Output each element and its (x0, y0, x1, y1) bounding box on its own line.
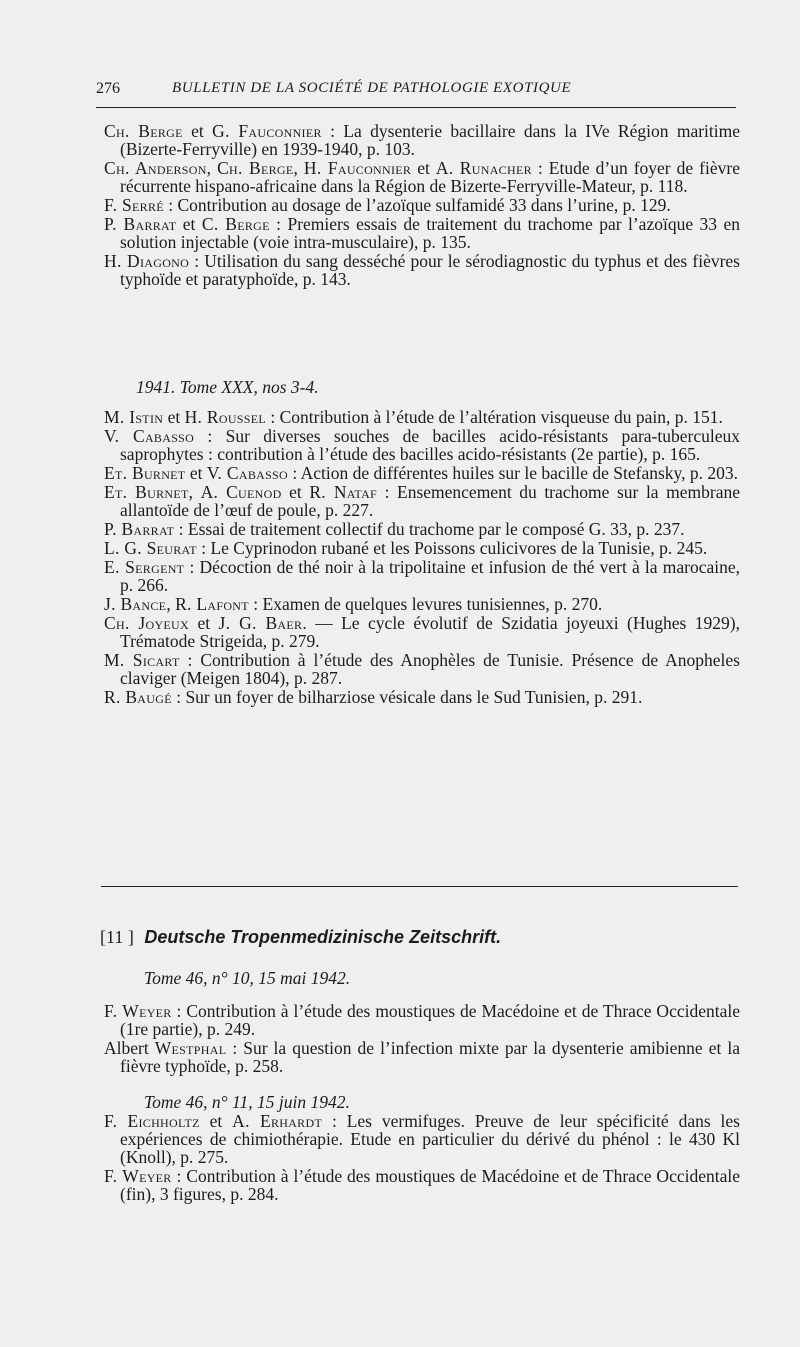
author-name: F. Weyer (104, 1166, 172, 1186)
author-name: F. Weyer (104, 1001, 172, 1021)
entry-text: : Contribution à l’étude des Anophèles de Tunisie. Présence de Anopheles claviger (Meigen 1804), p. 287. (120, 650, 740, 688)
author-name: R. Lafont (175, 594, 249, 614)
author-name: Et. Burnet (104, 482, 189, 502)
bibliography-entry (104, 252, 740, 288)
journal-heading (100, 927, 501, 948)
author-name: H. Fauconnier (303, 158, 412, 178)
author-name: F. Serré (104, 195, 164, 215)
author-joiner: , (166, 594, 176, 614)
author-name: Et. Burnet (104, 463, 186, 483)
author-joiner: , (206, 158, 218, 178)
author-name: A. Erhardt (232, 1111, 323, 1131)
bibliography-entry (104, 558, 740, 594)
entry-text: : Ensemencement du trachome sur la membrane allantoïde de l’œuf de poule, p. 227. (120, 482, 740, 520)
page-number: 276 (96, 80, 120, 97)
entry-text: : Contribution à l’étude des moustiques de Macédoine et de Thrace Occidentale (1re partie), p. 249. (120, 1001, 740, 1039)
author-joiner: , (188, 482, 201, 502)
author-name: V. Cabasso (104, 426, 195, 446)
bibliography-entry (104, 483, 740, 519)
entry-text: : Contribution à l’étude des moustiques de Macédoine et de Thrace Occidentale (fin), 3 figures, p. 284. (120, 1166, 740, 1204)
entry-text: : Contribution au dosage de l’azoïque sulfamidé 33 dans l’urine, p. 129. (163, 195, 671, 215)
entry-text: : Sur un foyer de bilharziose vésicale dans le Sud Tunisien, p. 291. (171, 687, 643, 707)
author-name: V. Cabasso (206, 463, 288, 483)
author-name: A. Runacher (435, 158, 532, 178)
author-joiner: et (176, 214, 202, 234)
header-rule (96, 107, 736, 108)
author-joiner: et (281, 482, 310, 502)
entry-text: : Les vermifuges. Preuve de leur spécificité dans les expériences de chimiothérapie. Etude en particulier du dérivé du phénol : le 430 Kl (Knoll), p. 275. (120, 1111, 740, 1167)
author-name: P. Barrat (104, 214, 177, 234)
entry-text: : Action de différentes huiles sur le bacille de Stefansky, p. 203. (288, 463, 739, 483)
bibliography-entry (104, 520, 740, 538)
bibliography-entry (104, 196, 740, 214)
bibliography-entry (104, 614, 740, 650)
author-name: P. Barrat (104, 519, 175, 539)
author-name: Ch. Joyeux (104, 613, 189, 633)
author-name: E. Sergent (104, 557, 185, 577)
bibliography-entry (104, 159, 740, 195)
bibliography-entry (104, 1167, 740, 1203)
author-name: L. G. Seurat (104, 538, 197, 558)
volume-heading-tome46-n11: Tome 46, n° 11, 15 juin 1942. (144, 1092, 350, 1112)
author-name: M. Istin (104, 407, 164, 427)
author-name: G. Fauconnier (212, 121, 322, 141)
author-name: F. Eichholtz (104, 1111, 200, 1131)
entry-text: : Utilisation du sang desséché pour le sérodiagnostic du typhus et des fièvres typhoïde et paratyphoïde, p. 143. (120, 251, 740, 289)
entry-text: : Contribution à l’étude de l’altération visqueuse du pain, p. 151. (266, 407, 723, 427)
author-joiner: et (199, 1111, 233, 1131)
bibliography-entry (104, 215, 740, 251)
running-title: BULLETIN DE LA SOCIÉTÉ DE PATHOLOGIE EXOTIQUE (172, 80, 572, 96)
author-joiner: et (188, 613, 219, 633)
bibliography-entry (104, 539, 740, 557)
section-divider-rule (101, 886, 738, 887)
volume-heading-1941: 1941. Tome XXX, nos 3-4. (136, 377, 319, 397)
bibliography-entry (104, 427, 740, 463)
bibliography-entry (104, 688, 740, 706)
bibliography-entry (104, 1112, 740, 1166)
bibliography-entry (104, 408, 740, 426)
bibliography-entry (104, 595, 740, 613)
bibliography-entry (104, 1002, 740, 1038)
author-name: C. Berge (201, 214, 270, 234)
author-joiner: et (182, 121, 213, 141)
entry-text: : Sur la question de l’infection mixte par la dysenterie amibienne et la fièvre typhoïde, p. 258. (120, 1038, 740, 1076)
entry-text: : Examen de quelques levures tunisiennes, p. 270. (248, 594, 603, 614)
author-joiner: Albert (104, 1038, 155, 1058)
author-name: J. G. Baer (218, 613, 303, 633)
entries-section-4 (104, 1112, 740, 1204)
entry-text: : Décoction de thé noir à la tripolitaine et infusion de thé vert à la marocaine, p. 266. (120, 557, 740, 595)
entry-text: : Premiers essais de traitement du trachome par l’azoïque 33 en solution injectable (voie intra-musculaire), p. 135. (120, 214, 740, 252)
author-name: H. Diagono (104, 251, 190, 271)
author-name: H. Roussel (184, 407, 267, 427)
bibliography-entry (104, 122, 740, 158)
entry-text: . — Le cycle évolutif de Szidatia joyeuxi (Hughes 1929), Trématode Strigeida, p. 279. (120, 613, 740, 651)
entry-text: : Sur diverses souches de bacilles acido-résistants para-tuberculeux saprophytes : contribution à l’étude des bacilles acido-résistants (2e partie), p. 165. (120, 426, 740, 464)
author-name: M. Sicart (104, 650, 180, 670)
author-joiner: , (293, 158, 304, 178)
author-joiner: et (163, 407, 185, 427)
entry-text: : Le Cyprinodon rubané et les Poissons culicivores de la Tunisie, p. 245. (196, 538, 708, 558)
journal-title: Deutsche Tropenmedizinische Zeitschrift. (144, 927, 502, 947)
author-name: Ch. Berge (217, 158, 294, 178)
author-joiner: et (411, 158, 436, 178)
author-name: R. Baugé (104, 687, 172, 707)
entries-section-3 (104, 1002, 740, 1076)
author-name: Ch. Anderson (104, 158, 207, 178)
entries-section-2 (104, 408, 740, 707)
entries-section-1 (104, 122, 740, 289)
bibliography-entry (104, 651, 740, 687)
author-name: A. Cuenod (200, 482, 282, 502)
author-name: R. Nataf (309, 482, 378, 502)
volume-heading-tome46-n10: Tome 46, n° 10, 15 mai 1942. (144, 968, 351, 988)
bibliography-entry (104, 464, 740, 482)
entry-text: : Etude d’un foyer de fièvre récurrente hispano-africaine dans la Région de Bizerte-Ferryville-Mateur, p. 118. (120, 158, 740, 196)
author-joiner: et (185, 463, 207, 483)
entry-text: : La dysenterie bacillaire dans la IVe Région maritime (Bizerte-Ferryville) en 1939-1940, p. 103. (120, 121, 741, 159)
author-name: Westphal (154, 1038, 227, 1058)
entry-text: : Essai de traitement collectif du trachome par le composé G. 33, p. 237. (174, 519, 685, 539)
page-header (96, 80, 736, 106)
journal-number: [11 ] (100, 927, 134, 947)
author-name: Ch. Berge (104, 121, 183, 141)
bibliography-entry (104, 1039, 740, 1075)
author-name: J. Bance (104, 594, 167, 614)
